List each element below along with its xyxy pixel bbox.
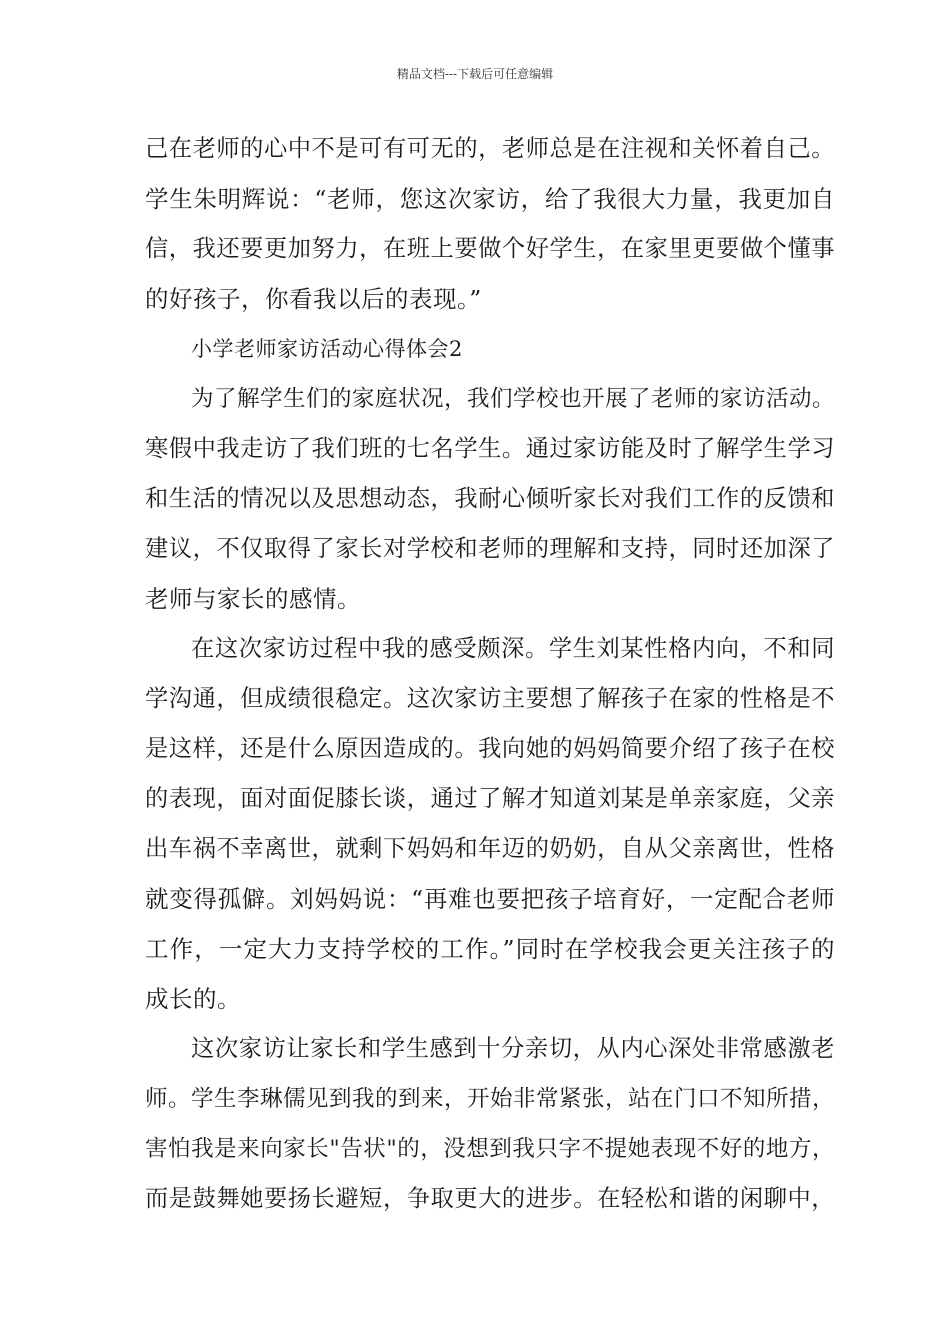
text-line: 的表现，面对面促膝长谈，通过了解才知道刘某是单亲家庭，父亲 <box>145 785 835 812</box>
text-line: 工作，一定大力支持学校的工作。”同时在学校我会更关注孩子的 <box>145 935 835 963</box>
text-line: 是这样，还是什么原因造成的。我向她的妈妈简要介绍了孩子在校 <box>145 735 835 762</box>
text-line: 就变得孤僻。刘妈妈说：“再难也要把孩子培育好，一定配合老师 <box>145 885 835 913</box>
text-line: 信，我还要更加努力，在班上要做个好学生，在家里更要做个懂事 <box>145 235 835 262</box>
paragraph-first-line: 在这次家访过程中我的感受颇深。学生刘某性格内向，不和同 <box>191 635 835 662</box>
text-line: 寒假中我走访了我们班的七名学生。通过家访能及时了解学生学习 <box>145 435 835 462</box>
text-line: 老师与家长的感情。 <box>145 585 361 613</box>
text-line: 和生活的情况以及思想动态，我耐心倾听家长对我们工作的反馈和 <box>145 485 835 512</box>
text-line: 学生朱明辉说：“老师，您这次家访，给了我很大力量，我更加自 <box>145 185 835 213</box>
text-line: 建议，不仅取得了家长对学校和老师的理解和支持，同时还加深了 <box>145 535 835 562</box>
section-heading: 小学老师家访活动心得体会2 <box>191 337 463 361</box>
text-line: 学沟通，但成绩很稳定。这次家访主要想了解孩子在家的性格是不 <box>145 685 835 712</box>
text-line: 师。学生李琳儒见到我的到来，开始非常紧张，站在门口不知所措， <box>145 1086 836 1112</box>
text-line: 害怕我是来向家长"告状"的，没想到我只字不提她表现不好的地方， <box>145 1136 835 1162</box>
text-line: 成长的。 <box>145 985 241 1013</box>
page-header: 精品文档---下载后可任意编辑 <box>396 67 554 81</box>
text-line: 己在老师的心中不是可有可无的，老师总是在注视和关怀着自己。 <box>145 135 835 162</box>
paragraph-first-line: 这次家访让家长和学生感到十分亲切，从内心深处非常感激老 <box>191 1035 835 1062</box>
text-line: 而是鼓舞她要扬长避短，争取更大的进步。在轻松和谐的闲聊中， <box>145 1185 835 1212</box>
paragraph-first-line: 为了解学生们的家庭状况，我们学校也开展了老师的家访活动。 <box>191 386 836 412</box>
document-body <box>145 124 835 1224</box>
text-line: 的好孩子，你看我以后的表现。” <box>145 285 482 313</box>
text-line: 出车祸不幸离世，就剩下妈妈和年迈的奶奶，自从父亲离世，性格 <box>145 835 835 862</box>
